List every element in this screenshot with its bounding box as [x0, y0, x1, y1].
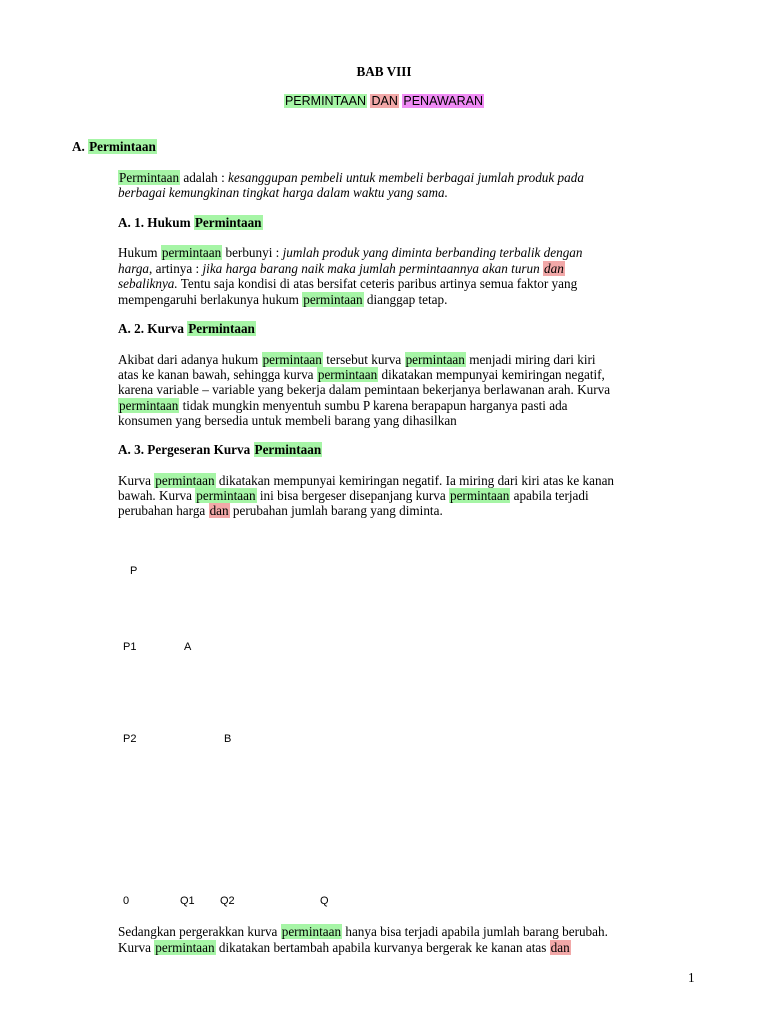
a2-text: tidak mungkin menyentuh sumbu P karena berapapun harganya pasti ada	[179, 398, 568, 413]
a1-line-1	[118, 245, 583, 260]
a3-text: perubahan harga	[118, 503, 209, 518]
chapter-subtitle	[0, 94, 768, 109]
bottom-text: Kurva	[118, 940, 155, 955]
hl-permintaan: permintaan	[405, 352, 465, 367]
definition-line-1	[118, 170, 584, 185]
hl-permintaan: permintaan	[155, 940, 215, 955]
a2-text: atas ke kanan bawah, sehingga kurva	[118, 367, 317, 382]
a3-text: bawah. Kurva	[118, 488, 196, 503]
bottom-line-2	[118, 940, 571, 955]
a2-line-1	[118, 352, 596, 367]
hl-permintaan: permintaan	[449, 488, 510, 503]
graph-label-q2: Q2	[220, 895, 235, 907]
a3-heading	[118, 442, 322, 457]
a1-italic: sebaliknya.	[118, 276, 178, 291]
graph-label-p: P	[130, 565, 138, 577]
graph-label-q1: Q1	[180, 895, 195, 907]
hl-permintaan: permintaan	[317, 367, 378, 382]
graph-label-p2: P2	[123, 733, 137, 745]
hl-permintaan: permintaan	[119, 398, 179, 413]
graph-label-b: B	[224, 733, 232, 745]
a2-line-2	[118, 367, 605, 382]
a3-text: dikatakan mempunyai kemiringan negatif. Ia miring dari kiri atas ke kanan	[215, 473, 615, 488]
a1-text: dianggap tetap.	[363, 292, 448, 307]
graph-label-p1: P1	[123, 641, 137, 653]
hl-permintaan: permintaan	[155, 473, 215, 488]
a3-text: perubahan jumlah barang yang diminta.	[229, 503, 443, 518]
def-italic: kesanggupan pembeli untuk membeli berbagai jumlah produk pada	[228, 170, 584, 185]
a3-line-2	[118, 488, 589, 503]
hl-permintaan: permintaan	[262, 352, 322, 367]
a1-heading-word: Permintaan	[194, 215, 262, 230]
a1-text: Hukum	[118, 245, 161, 260]
bottom-line-1	[118, 924, 608, 939]
definition-line-2: berbagai kemungkinan tingkat harga dalam waktu yang sama.	[118, 185, 448, 200]
hl-dan: dan	[544, 261, 564, 276]
def-text: adalah :	[180, 170, 229, 185]
bottom-text: Sedangkan pergerakkan kurva	[118, 924, 281, 939]
hl-permintaan: permintaan	[303, 292, 363, 307]
graph-label-a: A	[184, 641, 192, 653]
graph-label-q: Q	[320, 895, 329, 907]
a3-text: Kurva	[118, 473, 155, 488]
a2-text: dikatakan mempunyai kemiringan negatif,	[378, 367, 605, 382]
bottom-text: dikatakan bertambah apabila kurvanya bergerak ke kanan atas	[215, 940, 550, 955]
section-a-word: Permintaan	[89, 139, 156, 154]
a2-text: Akibat dari adanya hukum	[118, 352, 262, 367]
hl-permintaan: Permintaan	[119, 170, 180, 185]
a1-text: berbunyi :	[222, 245, 283, 260]
hl-dan: dan	[550, 940, 570, 955]
graph-label-origin: 0	[123, 895, 130, 907]
a2-text: menjadi miring dari kiri	[465, 352, 596, 367]
a2-line-5: konsumen yang bersedia untuk membeli barang yang dihasilkan	[118, 413, 457, 428]
hl-permintaan: permintaan	[281, 924, 342, 939]
a2-heading-prefix: A. 2. Kurva	[118, 321, 188, 336]
bottom-text: hanya bisa terjadi apabila jumlah barang berubah.	[342, 924, 608, 939]
page-number: 1	[688, 970, 695, 985]
section-a-prefix: A.	[72, 139, 85, 154]
a1-italic: jumlah produk yang diminta berbanding terbalik dengan	[282, 245, 583, 260]
a1-italic: jika harga barang naik maka jumlah permintaannya akan turun	[202, 261, 540, 276]
a2-text: tersebut kurva	[322, 352, 405, 367]
a1-line-4	[118, 292, 447, 307]
a3-heading-word: Permintaan	[254, 442, 322, 457]
a3-line-3	[118, 503, 443, 518]
a3-text: apabila terjadi	[510, 488, 589, 503]
a2-line-3: karena variable – variable yang bekerja dalam pemintaan bekerjanya berlawanan arah. Kurva	[118, 382, 611, 397]
a1-line-3	[118, 276, 577, 291]
a3-line-1	[118, 473, 614, 488]
a1-text: Tentu saja kondisi di atas bersifat ceteris paribus artinya semua faktor yang	[177, 276, 578, 291]
a3-text: ini bisa bergeser disepanjang kurva	[256, 488, 449, 503]
a2-heading	[118, 321, 256, 336]
subtitle-permintaan: PERMINTAAN	[284, 94, 366, 108]
subtitle-penawaran: PENAWARAN	[403, 94, 484, 108]
a2-heading-word: Permintaan	[188, 321, 255, 336]
a2-line-4	[118, 398, 568, 413]
a1-line-2	[118, 261, 565, 276]
section-a-heading	[72, 139, 157, 154]
a1-heading	[118, 215, 263, 230]
hl-permintaan: permintaan	[161, 245, 222, 260]
a3-heading-prefix: A. 3. Pergeseran Kurva	[118, 442, 254, 457]
a1-text: , artinya :	[149, 261, 203, 276]
subtitle-dan: DAN	[371, 94, 398, 108]
hl-dan: dan	[209, 503, 229, 518]
a1-heading-prefix: A. 1. Hukum	[118, 215, 194, 230]
a1-text: mempengaruhi berlakunya hukum	[118, 292, 303, 307]
a1-italic: harga	[118, 261, 150, 276]
hl-permintaan: permintaan	[196, 488, 256, 503]
chapter-title: BAB VIII	[356, 64, 412, 79]
